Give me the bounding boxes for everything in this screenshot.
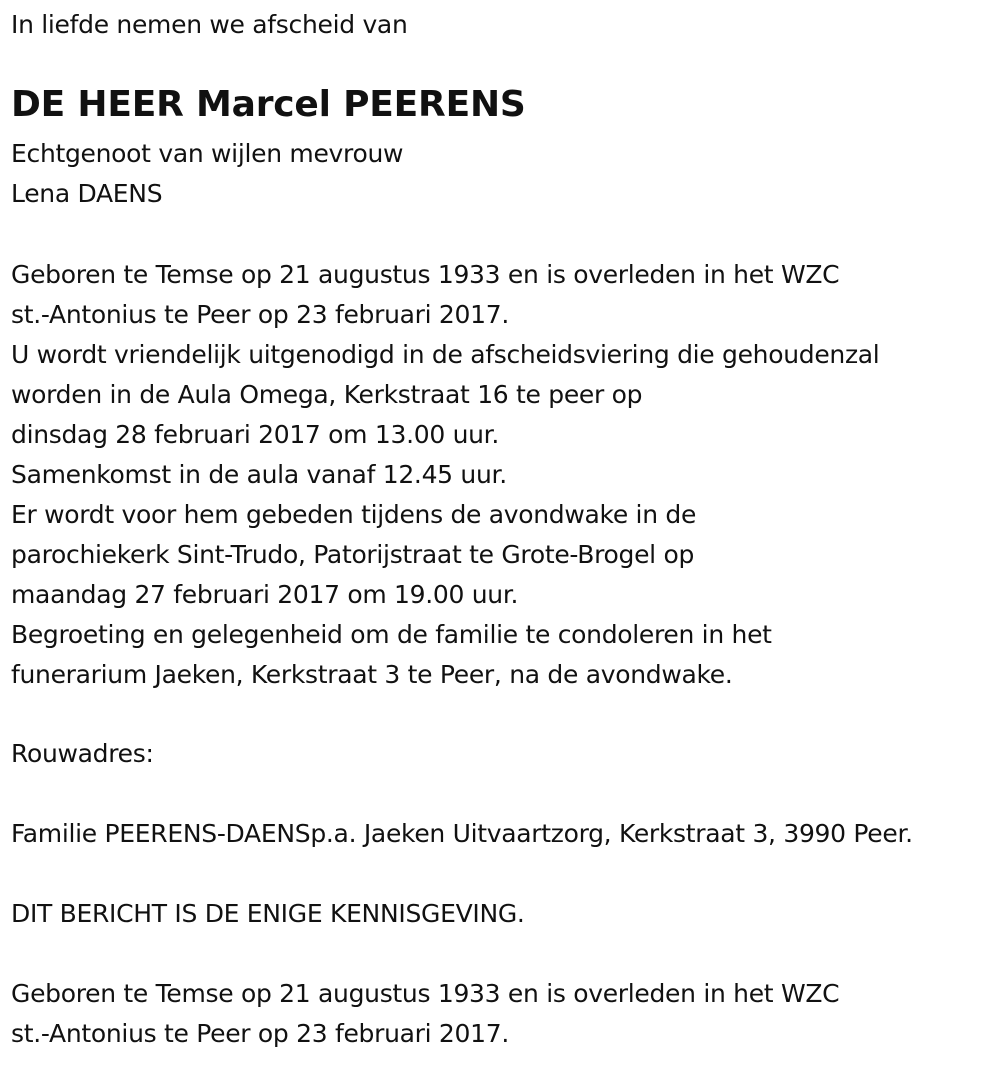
detail-line: Samenkomst in de aula vanaf 12.45 uur. [11,460,507,489]
detail-line: funerarium Jaeken, Kerkstraat 3 te Peer, na de avondwake. [11,660,733,689]
detail-line: dinsdag 28 februari 2017 om 13.00 uur. [11,420,500,449]
intro-text: In liefde nemen we afscheid van [11,10,408,39]
spouse-line: Echtgenoot van wijlen mevrouw [11,139,404,168]
repeat-line: Geboren te Temse op 21 augustus 1933 en is overleden in het WZC [11,979,840,1008]
detail-line: worden in de Aula Omega, Kerkstraat 16 te peer op [11,380,643,409]
rouwadres-label: Rouwadres: [11,739,154,768]
deceased-name-heading: DE HEER Marcel PEERENS [11,84,526,125]
detail-line: Geboren te Temse op 21 augustus 1933 en is overleden in het WZC [11,260,840,289]
notice-text: DIT BERICHT IS DE ENIGE KENNISGEVING. [11,899,525,928]
details-block [11,255,879,695]
repeat-line: st.-Antonius te Peer op 23 februari 2017. [11,1019,510,1048]
spouse-block [11,134,403,214]
detail-line: U wordt vriendelijk uitgenodigd in de afscheidsviering die gehoudenzal [11,340,880,369]
detail-line: Er wordt voor hem gebeden tijdens de avondwake in de [11,500,697,529]
repeat-block [11,974,839,1054]
detail-line: maandag 27 februari 2017 om 19.00 uur. [11,580,519,609]
spouse-name: Lena DAENS [11,179,163,208]
rouwadres-address: Familie PEERENS-DAENSp.a. Jaeken Uitvaartzorg, Kerkstraat 3, 3990 Peer. [11,819,913,848]
detail-line: parochiekerk Sint-Trudo, Patorijstraat te Grote-Brogel op [11,540,695,569]
detail-line: Begroeting en gelegenheid om de familie te condoleren in het [11,620,772,649]
detail-line: st.-Antonius te Peer op 23 februari 2017. [11,300,510,329]
